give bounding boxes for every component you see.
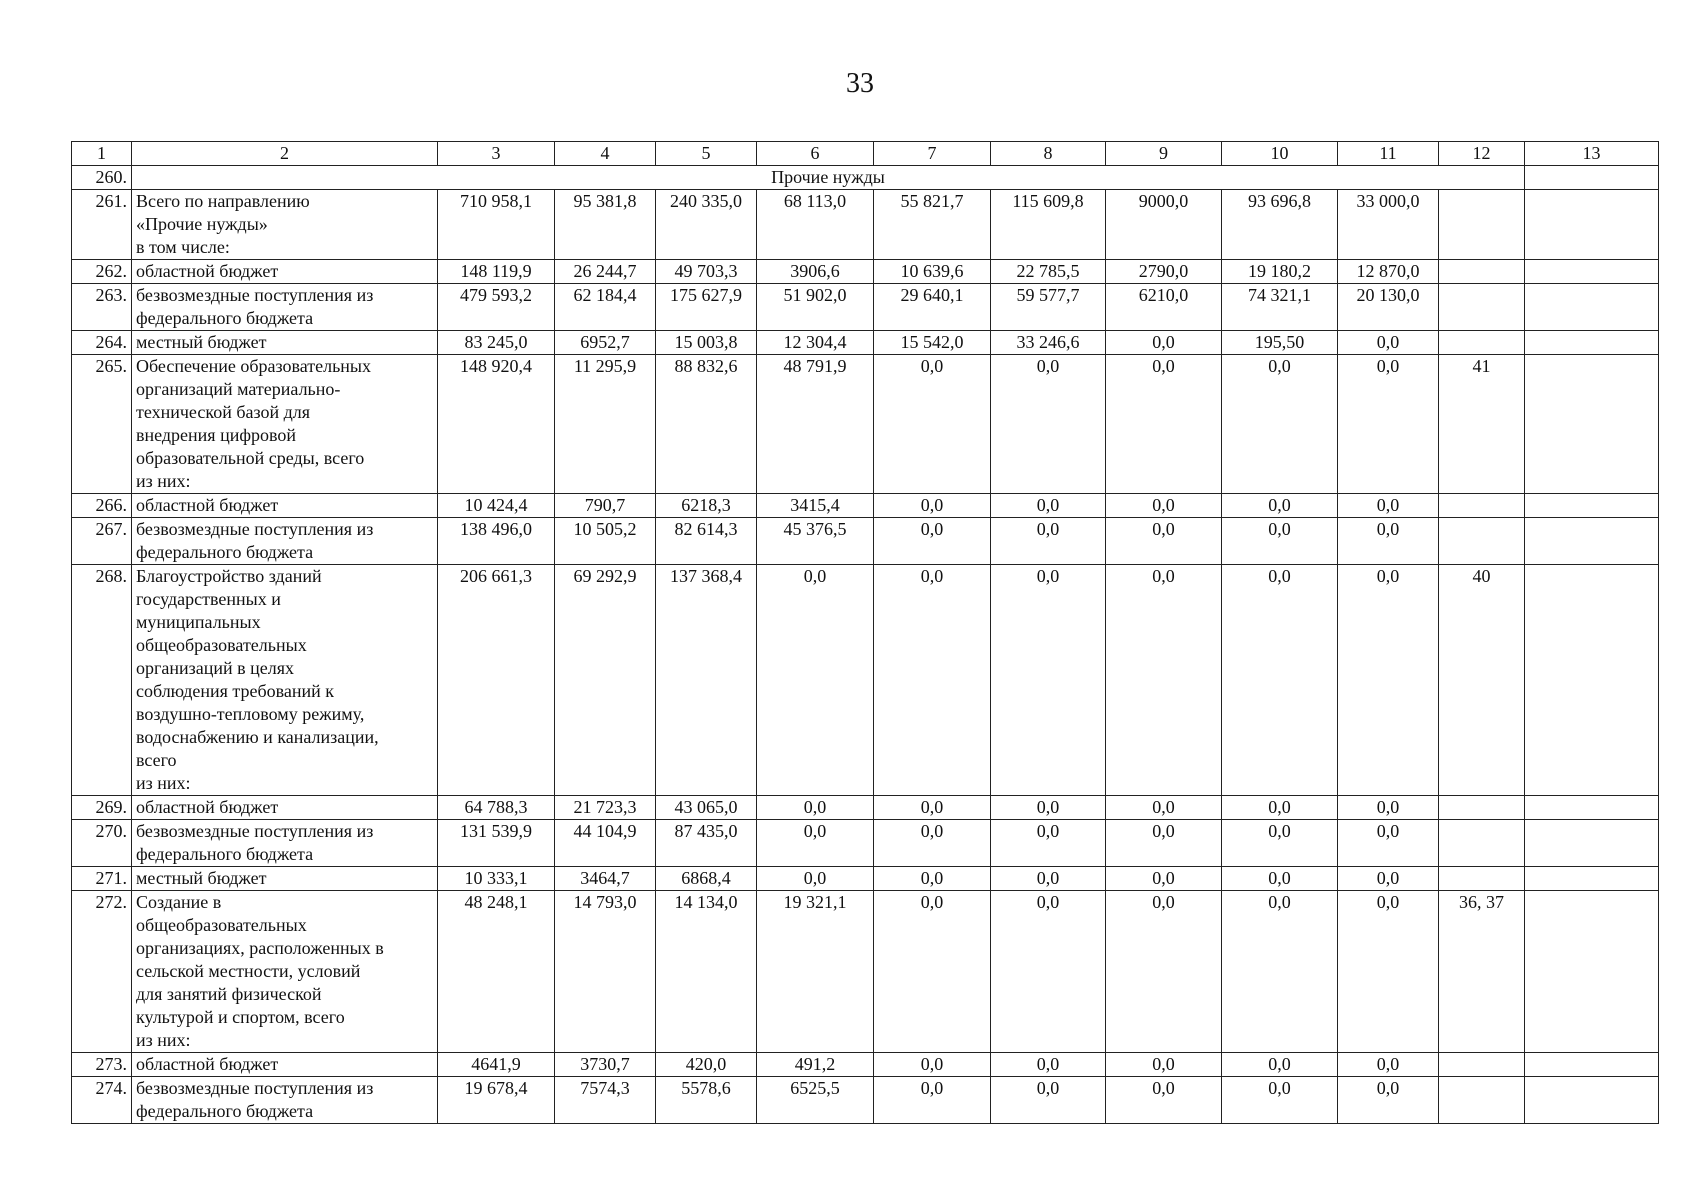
value-cell: 0,0 (1338, 518, 1439, 565)
reference-cell (1439, 796, 1525, 820)
table-row (72, 891, 1659, 1053)
value-cell: 93 696,8 (1222, 190, 1338, 260)
value-cell: 0,0 (1106, 1077, 1222, 1124)
empty-cell (1525, 355, 1659, 494)
value-cell: 0,0 (1338, 331, 1439, 355)
empty-cell (1525, 284, 1659, 331)
reference-cell (1439, 867, 1525, 891)
row-number: 261. (72, 190, 132, 260)
value-cell: 55 821,7 (874, 190, 991, 260)
reference-cell (1439, 1053, 1525, 1077)
value-cell: 59 577,7 (991, 284, 1106, 331)
value-cell: 0,0 (1222, 494, 1338, 518)
value-cell: 62 184,4 (555, 284, 656, 331)
value-cell: 0,0 (1106, 494, 1222, 518)
value-cell: 0,0 (1222, 518, 1338, 565)
table-body (72, 142, 1659, 1124)
value-cell: 0,0 (991, 565, 1106, 796)
value-cell: 0,0 (874, 796, 991, 820)
value-cell: 6525,5 (757, 1077, 874, 1124)
column-number: 12 (1439, 142, 1525, 166)
row-number: 266. (72, 494, 132, 518)
value-cell: 44 104,9 (555, 820, 656, 867)
value-cell: 15 542,0 (874, 331, 991, 355)
value-cell: 148 119,9 (438, 260, 555, 284)
value-cell: 0,0 (874, 820, 991, 867)
row-description: Всего по направлению «Прочие нужды» в том числе: (132, 190, 438, 260)
column-number: 13 (1525, 142, 1659, 166)
value-cell: 479 593,2 (438, 284, 555, 331)
row-description: безвозмездные поступления из федерального бюджета (132, 284, 438, 331)
value-cell: 29 640,1 (874, 284, 991, 331)
value-cell: 69 292,9 (555, 565, 656, 796)
table-row (72, 796, 1659, 820)
empty-cell (1525, 190, 1659, 260)
reference-cell: 36, 37 (1439, 891, 1525, 1053)
value-cell: 49 703,3 (656, 260, 757, 284)
value-cell: 0,0 (1106, 796, 1222, 820)
value-cell: 0,0 (757, 565, 874, 796)
value-cell: 0,0 (1106, 1053, 1222, 1077)
column-number: 11 (1338, 142, 1439, 166)
page-number: 33 (846, 68, 874, 99)
value-cell: 0,0 (1338, 796, 1439, 820)
row-description: местный бюджет (132, 331, 438, 355)
table-row (72, 1077, 1659, 1124)
row-description: областной бюджет (132, 1053, 438, 1077)
table-row (72, 190, 1659, 260)
value-cell: 10 639,6 (874, 260, 991, 284)
empty-cell (1525, 565, 1659, 796)
value-cell: 12 304,4 (757, 331, 874, 355)
value-cell: 0,0 (1338, 867, 1439, 891)
value-cell: 10 424,4 (438, 494, 555, 518)
value-cell: 790,7 (555, 494, 656, 518)
row-number: 265. (72, 355, 132, 494)
value-cell: 6868,4 (656, 867, 757, 891)
column-number: 4 (555, 142, 656, 166)
value-cell: 19 678,4 (438, 1077, 555, 1124)
row-description: Обеспечение образовательных организаций материально- технической базой для внедрения цифровой образовательной среды, всего из них: (132, 355, 438, 494)
empty-cell (1525, 1053, 1659, 1077)
empty-cell (1525, 820, 1659, 867)
value-cell: 19 321,1 (757, 891, 874, 1053)
row-number: 273. (72, 1053, 132, 1077)
value-cell: 3730,7 (555, 1053, 656, 1077)
row-number: 274. (72, 1077, 132, 1124)
table-row (72, 565, 1659, 796)
column-number: 8 (991, 142, 1106, 166)
value-cell: 0,0 (1222, 1077, 1338, 1124)
value-cell: 0,0 (1338, 891, 1439, 1053)
column-number: 9 (1106, 142, 1222, 166)
reference-cell (1439, 518, 1525, 565)
value-cell: 0,0 (991, 1077, 1106, 1124)
column-number: 2 (132, 142, 438, 166)
value-cell: 491,2 (757, 1053, 874, 1077)
value-cell: 6210,0 (1106, 284, 1222, 331)
value-cell: 0,0 (1106, 867, 1222, 891)
table-row (72, 820, 1659, 867)
value-cell: 115 609,8 (991, 190, 1106, 260)
row-number: 267. (72, 518, 132, 565)
value-cell: 6218,3 (656, 494, 757, 518)
value-cell: 33 000,0 (1338, 190, 1439, 260)
table-row (72, 260, 1659, 284)
empty-cell (1525, 494, 1659, 518)
value-cell: 5578,6 (656, 1077, 757, 1124)
value-cell: 3415,4 (757, 494, 874, 518)
value-cell: 0,0 (1106, 331, 1222, 355)
value-cell: 0,0 (874, 355, 991, 494)
value-cell: 0,0 (991, 355, 1106, 494)
value-cell: 0,0 (1338, 565, 1439, 796)
value-cell: 131 539,9 (438, 820, 555, 867)
reference-cell (1439, 331, 1525, 355)
value-cell: 0,0 (874, 518, 991, 565)
value-cell: 0,0 (991, 1053, 1106, 1077)
table-row (72, 494, 1659, 518)
row-number: 269. (72, 796, 132, 820)
row-number: 272. (72, 891, 132, 1053)
value-cell: 138 496,0 (438, 518, 555, 565)
value-cell: 87 435,0 (656, 820, 757, 867)
value-cell: 0,0 (1106, 565, 1222, 796)
value-cell: 88 832,6 (656, 355, 757, 494)
reference-cell (1439, 284, 1525, 331)
value-cell: 0,0 (991, 796, 1106, 820)
column-number: 3 (438, 142, 555, 166)
row-number: 263. (72, 284, 132, 331)
value-cell: 420,0 (656, 1053, 757, 1077)
value-cell: 0,0 (1222, 355, 1338, 494)
row-number: 262. (72, 260, 132, 284)
column-number: 1 (72, 142, 132, 166)
value-cell: 148 920,4 (438, 355, 555, 494)
value-cell: 0,0 (1222, 867, 1338, 891)
value-cell: 0,0 (1106, 518, 1222, 565)
value-cell: 6952,7 (555, 331, 656, 355)
value-cell: 64 788,3 (438, 796, 555, 820)
value-cell: 0,0 (991, 867, 1106, 891)
value-cell: 12 870,0 (1338, 260, 1439, 284)
value-cell: 2790,0 (1106, 260, 1222, 284)
row-number: 268. (72, 565, 132, 796)
value-cell: 20 130,0 (1338, 284, 1439, 331)
value-cell: 0,0 (874, 867, 991, 891)
value-cell: 240 335,0 (656, 190, 757, 260)
section-title: Прочие нужды (132, 166, 1525, 190)
value-cell: 0,0 (1222, 796, 1338, 820)
row-number: 270. (72, 820, 132, 867)
value-cell: 48 791,9 (757, 355, 874, 494)
value-cell: 0,0 (1222, 1053, 1338, 1077)
value-cell: 21 723,3 (555, 796, 656, 820)
value-cell: 0,0 (991, 891, 1106, 1053)
value-cell: 0,0 (1106, 891, 1222, 1053)
value-cell: 14 134,0 (656, 891, 757, 1053)
value-cell: 0,0 (757, 867, 874, 891)
value-cell: 3906,6 (757, 260, 874, 284)
value-cell: 9000,0 (1106, 190, 1222, 260)
column-number: 5 (656, 142, 757, 166)
value-cell: 0,0 (874, 891, 991, 1053)
empty-cell (1525, 796, 1659, 820)
row-description: областной бюджет (132, 796, 438, 820)
value-cell: 0,0 (874, 494, 991, 518)
value-cell: 0,0 (1222, 891, 1338, 1053)
value-cell: 4641,9 (438, 1053, 555, 1077)
row-description: Благоустройство зданий государственных и муниципальных общеобразовательных организаций в целях соблюдения требований к воздушно-тепловому режиму, водоснабжению и канализации, всего из них: (132, 565, 438, 796)
value-cell: 0,0 (1338, 820, 1439, 867)
value-cell: 0,0 (1338, 494, 1439, 518)
value-cell: 0,0 (1106, 355, 1222, 494)
value-cell: 0,0 (991, 518, 1106, 565)
value-cell: 0,0 (991, 494, 1106, 518)
value-cell: 83 245,0 (438, 331, 555, 355)
value-cell: 95 381,8 (555, 190, 656, 260)
row-description: областной бюджет (132, 494, 438, 518)
row-description: областной бюджет (132, 260, 438, 284)
row-description: безвозмездные поступления из федерального бюджета (132, 820, 438, 867)
row-number: 260. (72, 166, 132, 190)
table-row (72, 355, 1659, 494)
reference-cell: 40 (1439, 565, 1525, 796)
value-cell: 10 505,2 (555, 518, 656, 565)
table-row (72, 1053, 1659, 1077)
value-cell: 0,0 (991, 820, 1106, 867)
row-description: Создание в общеобразовательных организациях, расположенных в сельской местности, условий для занятий физической культурой и спортом, всего из них: (132, 891, 438, 1053)
value-cell: 0,0 (1222, 820, 1338, 867)
value-cell: 0,0 (1338, 355, 1439, 494)
value-cell: 22 785,5 (991, 260, 1106, 284)
empty-cell (1525, 331, 1659, 355)
table-row (72, 331, 1659, 355)
value-cell: 10 333,1 (438, 867, 555, 891)
value-cell: 195,50 (1222, 331, 1338, 355)
value-cell: 82 614,3 (656, 518, 757, 565)
reference-cell (1439, 260, 1525, 284)
value-cell: 11 295,9 (555, 355, 656, 494)
value-cell: 137 368,4 (656, 565, 757, 796)
row-number: 271. (72, 867, 132, 891)
value-cell: 0,0 (874, 1077, 991, 1124)
row-description: безвозмездные поступления из федерального бюджета (132, 518, 438, 565)
value-cell: 175 627,9 (656, 284, 757, 331)
value-cell: 74 321,1 (1222, 284, 1338, 331)
table-row (72, 284, 1659, 331)
empty-cell (1525, 1077, 1659, 1124)
section-row (72, 166, 1659, 190)
reference-cell (1439, 494, 1525, 518)
value-cell: 3464,7 (555, 867, 656, 891)
value-cell: 26 244,7 (555, 260, 656, 284)
row-number: 264. (72, 331, 132, 355)
column-number: 6 (757, 142, 874, 166)
value-cell: 51 902,0 (757, 284, 874, 331)
budget-table (71, 141, 1659, 1124)
column-number-row (72, 142, 1659, 166)
column-number: 7 (874, 142, 991, 166)
value-cell: 206 661,3 (438, 565, 555, 796)
value-cell: 0,0 (874, 565, 991, 796)
value-cell: 68 113,0 (757, 190, 874, 260)
value-cell: 7574,3 (555, 1077, 656, 1124)
empty-cell (1525, 891, 1659, 1053)
value-cell: 19 180,2 (1222, 260, 1338, 284)
reference-cell (1439, 820, 1525, 867)
reference-cell (1439, 190, 1525, 260)
value-cell: 710 958,1 (438, 190, 555, 260)
empty-cell (1525, 260, 1659, 284)
value-cell: 33 246,6 (991, 331, 1106, 355)
value-cell: 45 376,5 (757, 518, 874, 565)
row-description: безвозмездные поступления из федерального бюджета (132, 1077, 438, 1124)
value-cell: 48 248,1 (438, 891, 555, 1053)
value-cell: 14 793,0 (555, 891, 656, 1053)
empty-cell (1525, 518, 1659, 565)
value-cell: 0,0 (757, 796, 874, 820)
value-cell: 0,0 (1338, 1053, 1439, 1077)
value-cell: 15 003,8 (656, 331, 757, 355)
value-cell: 0,0 (1106, 820, 1222, 867)
value-cell: 0,0 (757, 820, 874, 867)
table-row (72, 867, 1659, 891)
reference-cell (1439, 1077, 1525, 1124)
reference-cell: 41 (1439, 355, 1525, 494)
table-row (72, 518, 1659, 565)
column-number: 10 (1222, 142, 1338, 166)
value-cell: 0,0 (874, 1053, 991, 1077)
value-cell: 0,0 (1338, 1077, 1439, 1124)
value-cell: 0,0 (1222, 565, 1338, 796)
empty-cell (1525, 867, 1659, 891)
empty-cell (1525, 166, 1659, 190)
value-cell: 43 065,0 (656, 796, 757, 820)
row-description: местный бюджет (132, 867, 438, 891)
